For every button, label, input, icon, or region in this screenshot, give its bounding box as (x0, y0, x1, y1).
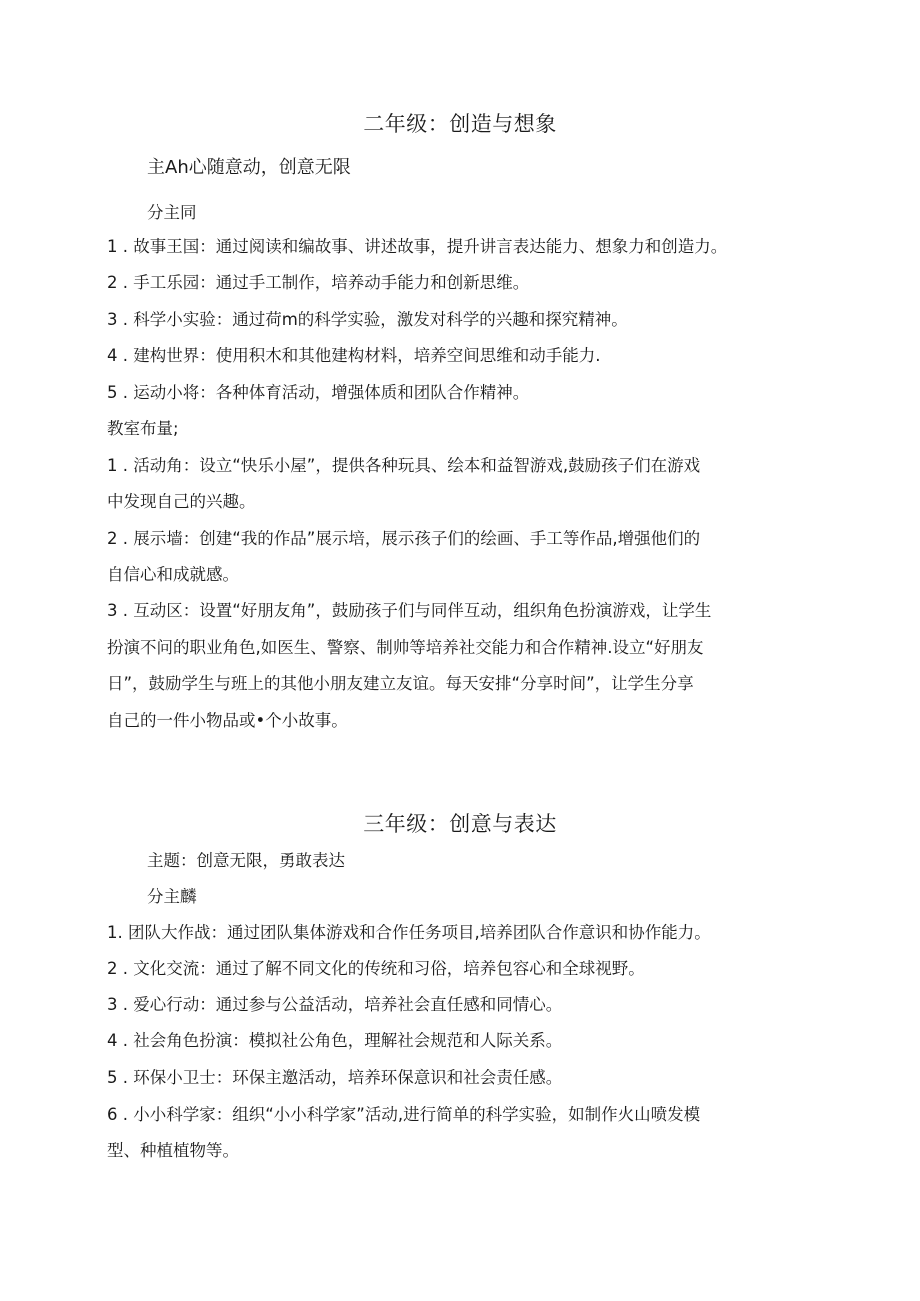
layout-line: 自己的一件小物品或•个小故事。 (107, 711, 348, 730)
layout-line: 日”，鼓励学生与班上的其他小朋友建立友谊。每天安排“分享时间”，让学生分享 (107, 674, 694, 693)
section1-subheading: 分主同 (147, 203, 197, 222)
section2-item: 型、种植植物等。 (107, 1141, 239, 1160)
section2-theme: 主题：创意无限，勇敢表达 (147, 851, 345, 870)
section2-item: 1. 团队大作战：通过团队集体游戏和合作任务项目,培养团队合作意识和协作能力。 (107, 923, 711, 942)
section1-item: 4 . 建构世界：使用积木和其他建构材料，培养空间思维和动手能力. (107, 346, 601, 365)
section2-item: 3 . 爱心行动：通过参与公益活动，培养社会直任感和同情心。 (107, 995, 563, 1014)
section1-theme: 主Ah心随意动，创意无限 (147, 157, 351, 178)
section2-title: 三年级：创意与表达 (363, 812, 557, 836)
layout-heading: 教室布量; (107, 419, 179, 438)
layout-line: 2 . 展示墙：创建“我的作品”展示培，展示孩子们的绘画、手工等作品,增强他们的 (107, 529, 701, 548)
layout-line: 自信心和成就感。 (107, 565, 239, 584)
layout-line: 扮演不问的职业角色,如医生、警察、制帅等培养社交能力和合作精神.设立“好朋友 (107, 638, 704, 657)
layout-line: 1 . 活动角：设立“快乐小屋”，提供各种玩具、绘本和益智游戏,鼓励孩子们在游戏 (107, 456, 701, 475)
section1-title: 二年级：创造与想象 (363, 112, 557, 136)
layout-line: 中发现自己的兴趣。 (107, 492, 256, 511)
section2-item: 5 . 环保小卫士：环保主邀活动，培养环保意识和社会责任感。 (107, 1068, 563, 1087)
layout-line: 3 . 互动区：设置“好朋友角”，鼓励孩子们与同伴互动，组织角色扮演游戏，让学生 (107, 601, 712, 620)
section1-item: 1 . 故事王国：通过阅读和编故事、讲述故事，提升讲言表达能力、想象力和创造力。 (107, 237, 728, 256)
section1-item: 2 . 手工乐园：通过手工制作，培养动手能力和创新思维。 (107, 273, 530, 292)
section2-item: 2 . 文化交流：通过了解不同文化的传统和习俗，培养包容心和全球视野。 (107, 959, 645, 978)
section2-subheading: 分主麟 (147, 887, 197, 906)
section2-item: 4 . 社会角色扮演：模拟社公角色，理解社会规范和人际关系。 (107, 1031, 563, 1050)
section2-item: 6 . 小小科学家：组织“小小科学家”活动,进行简单的科学实验，如制作火山喷发模 (107, 1105, 701, 1124)
section1-item: 3 . 科学小实验：通过荷m的科学实验，激发对科学的兴趣和探究精神。 (107, 310, 628, 329)
section1-item: 5 . 运动小将：各种体育活动，增强体质和团队合作精神。 (107, 383, 530, 402)
